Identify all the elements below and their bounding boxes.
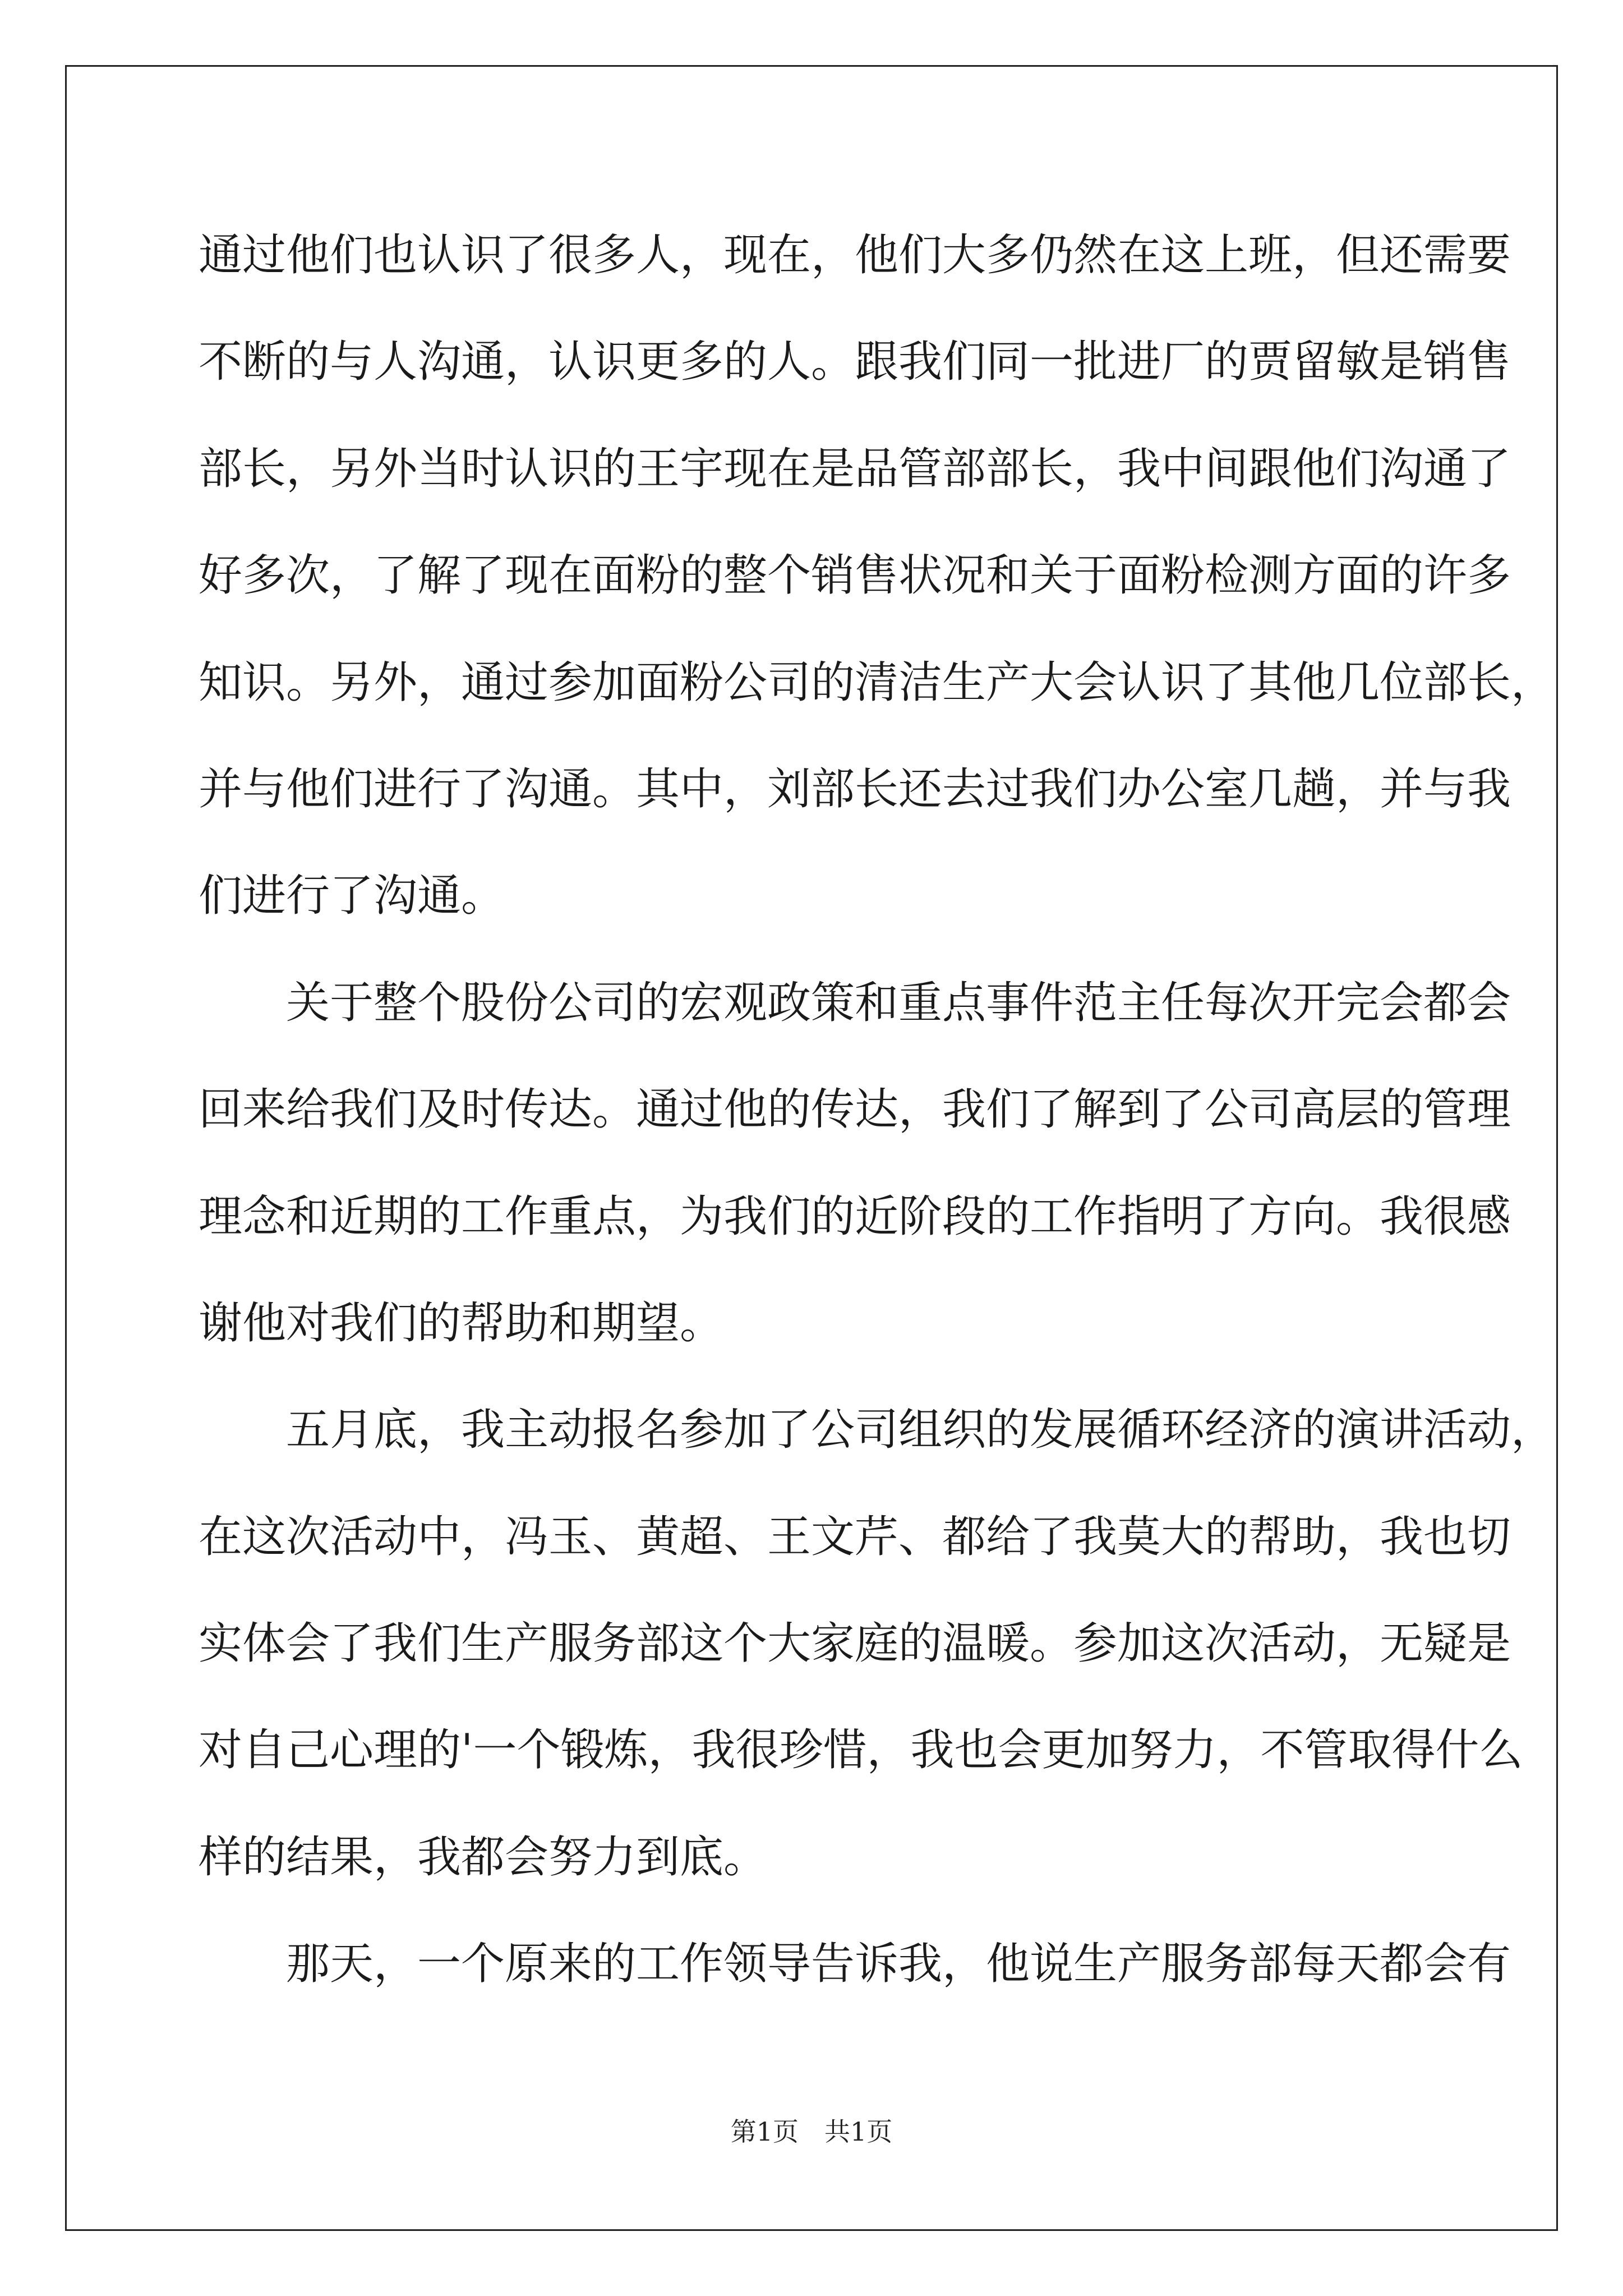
text-line: 在这次活动中，冯玉、黄超、王文芹、都给了我莫大的帮助，我也切 bbox=[199, 1511, 1511, 1562]
paragraph-first-line: 关于整个股份公司的宏观政策和重点事件范主任每次开完会都会 bbox=[286, 977, 1511, 1028]
text-line: 知识。另外，通过参加面粉公司的清洁生产大会认识了其他几位部长， bbox=[199, 657, 1555, 708]
text-line: 理念和近期的工作重点，为我们的近阶段的工作指明了方向。我很感 bbox=[199, 1191, 1511, 1242]
paragraph-first-line: 五月底，我主动报名参加了公司组织的发展循环经济的演讲活动， bbox=[286, 1405, 1555, 1456]
paragraph-first-line: 那天，一个原来的工作领导告诉我，他说生产服务部每天都会有 bbox=[286, 1939, 1511, 1990]
text-line: 对自己心理的'一个锻炼，我很珍惜，我也会更加努力，不管取得什么 bbox=[199, 1725, 1523, 1776]
page-number-footer: 第1页 共1页 bbox=[730, 2116, 893, 2147]
text-line: 好多次，了解了现在面粉的整个销售状况和关于面粉检测方面的许多 bbox=[199, 550, 1511, 601]
text-line: 谢他对我们的帮助和期望。 bbox=[199, 1297, 724, 1349]
text-line: 通过他们也认识了很多人，现在，他们大多仍然在这上班，但还需要 bbox=[199, 230, 1511, 280]
text-line: 不断的与人沟通，认识更多的人。跟我们同一批进厂的贾留敏是销售 bbox=[199, 337, 1511, 388]
text-line: 实体会了我们生产服务部这个大家庭的温暖。参加这次活动，无疑是 bbox=[199, 1618, 1511, 1669]
text-line: 并与他们进行了沟通。其中，刘部长还去过我们办公室几趟，并与我 bbox=[199, 763, 1511, 815]
document-body bbox=[199, 202, 1555, 2018]
text-line: 部长，另外当时认识的王宇现在是品管部部长，我中间跟他们沟通了 bbox=[199, 443, 1511, 494]
text-line: 样的结果，我都会努力到底。 bbox=[199, 1832, 768, 1883]
text-line: 回来给我们及时传达。通过他的传达，我们了解到了公司高层的管理 bbox=[199, 1084, 1511, 1135]
text-line: 们进行了沟通。 bbox=[199, 871, 505, 922]
